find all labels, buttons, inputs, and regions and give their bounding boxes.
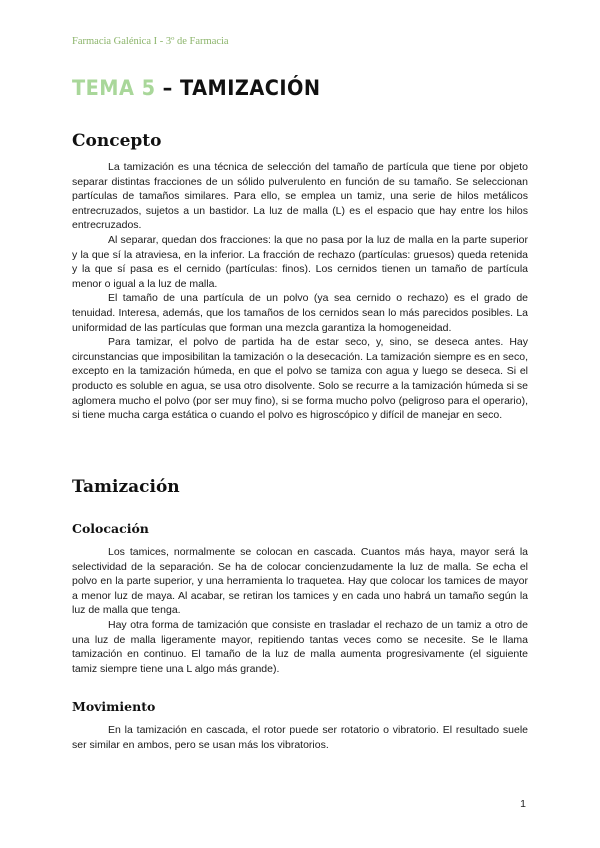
heading-tamizacion: Tamización xyxy=(72,477,180,497)
title-name: TAMIZACIÓN xyxy=(179,76,321,100)
movimiento-body xyxy=(72,723,528,752)
colocacion-paragraph-2: Hay otra forma de tamización que consiste en trasladar el rechazo de un tamiz a otro de una luz de malla ligeramente mayor, repitiendo tantas veces como se necesite. Se le llama tamización en continuo. El tamaño de la luz de malla aumenta progresivamente (el siguiente tamiz siempre tiene una L algo más grande). xyxy=(72,618,528,675)
concepto-paragraph-4: Para tamizar, el polvo de partida ha de estar seco, y, sino, se deseca antes. Hay circunstancias que imposibilitan la tamización o la desecación. La tamización siempre es en seco, excepto en la tamización húmeda, en que el polvo se tamiza con agua y luego se deseca. Si el producto es soluble en agua, se usa otro disolvente. Solo se recurre a la tamización húmeda si se aglomera mucho el polvo (por ser muy fino), si se forma mucho polvo (peligroso para el operario), si tiene mucha carga estática o cuando el polvo es higroscópico y difícil de manejar en seco. xyxy=(72,336,528,422)
heading-concepto: Concepto xyxy=(72,131,162,151)
movimiento-paragraph-1: En la tamización en cascada, el rotor puede ser rotatorio o vibratorio. El resultado suele ser similar en ambos, pero se usan más los vibratorios. xyxy=(72,724,528,751)
page-title xyxy=(72,76,321,100)
concepto-body xyxy=(72,160,528,423)
page-number: 1 xyxy=(520,798,526,810)
colocacion-body xyxy=(72,545,528,676)
title-tema: TEMA 5 xyxy=(72,76,156,100)
heading-colocacion: Colocación xyxy=(72,521,149,536)
concepto-paragraph-1: La tamización es una técnica de selección del tamaño de partícula que tiene por objeto separar distintas fracciones de un sólido pulverulento en función de su tamaño. Se seleccionan partículas de tamaños similares. Para ello, se emplea un tamiz, una serie de hilos metálicos entrecruzados, sujetos a un bastidor. La luz de malla (L) es el espacio que hay entre los hilos entrecruzados. xyxy=(72,161,528,232)
concepto-paragraph-2: Al separar, quedan dos fracciones: la que no pasa por la luz de malla en la parte superior y la que sí la atraviesa, en la inferior. La fracción de rechazo (partículas: gruesos) queda retenida y la que sí pasa es el cernido (partículas: finos). Los cernidos tienen un tamaño de partícula menor o igual a la luz de malla. xyxy=(72,233,528,290)
heading-movimiento: Movimiento xyxy=(72,699,156,714)
colocacion-paragraph-1: Los tamices, normalmente se colocan en cascada. Cuantos más haya, mayor será la selectividad de la separación. Se ha de colocar concienzudamente la luz de malla. Se echa el polvo en la parte superior, y una herramienta lo traquetea. Hay que colocar los tamices de mayor a menor luz de maya. Al acabar, se retiran los tamices y en cada uno habrá un tamaño según la luz de malla que tenga. xyxy=(72,546,528,617)
running-header: Farmacia Galénica I - 3º de Farmacia xyxy=(72,36,229,47)
title-separator: – xyxy=(155,76,180,100)
concepto-paragraph-3: El tamaño de una partícula de un polvo (ya sea cernido o rechazo) es el grado de tenuidad. Interesa, además, que los tamaños de los cernidos sean lo más parecidos posibles. La uniformidad de las partículas que forman una mezcla garantiza la homogeneidad. xyxy=(72,292,528,334)
